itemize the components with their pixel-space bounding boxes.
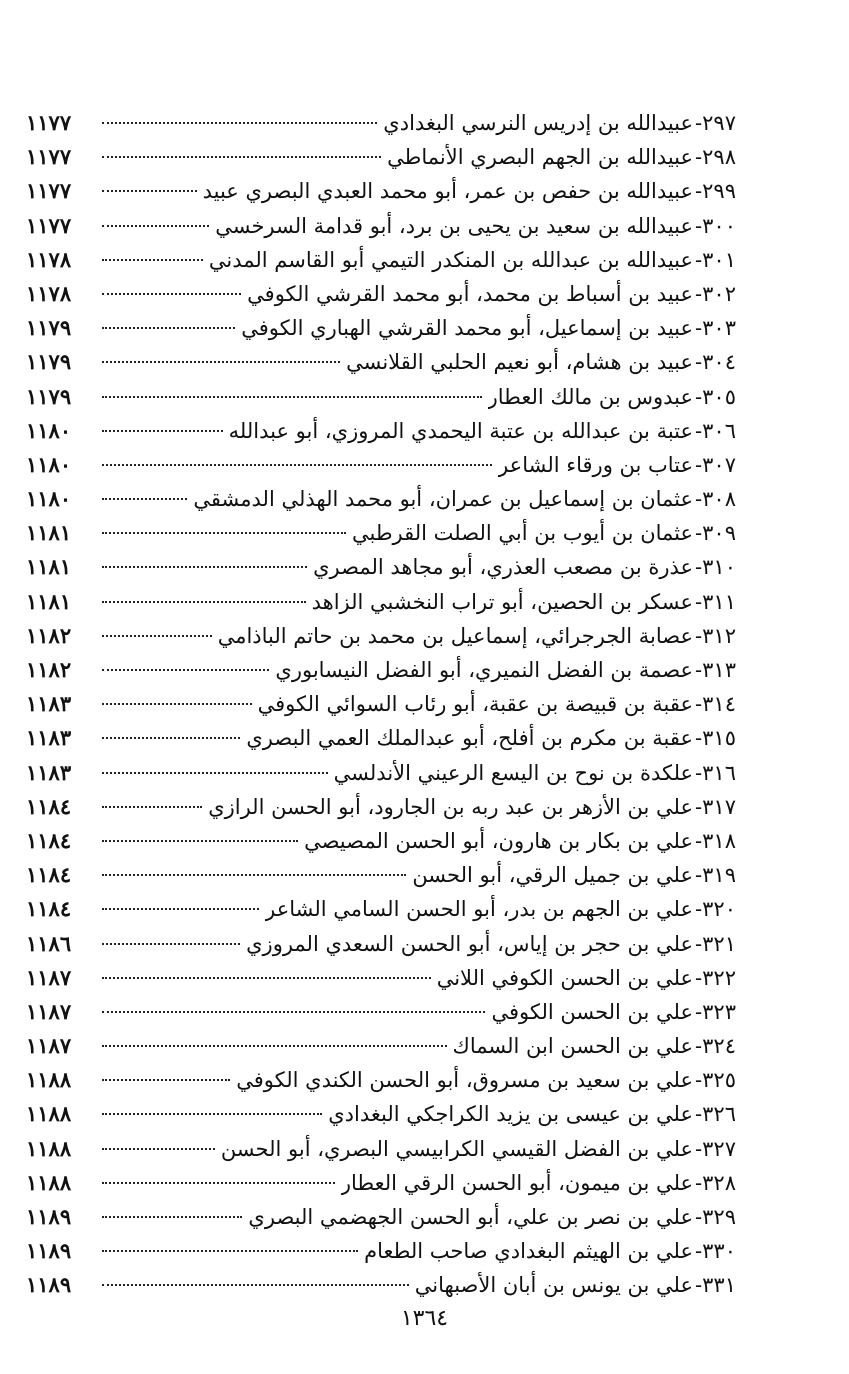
entry-page-number: ١١٨٧: [26, 1033, 72, 1059]
toc-entry: [26, 1029, 736, 1063]
entry-title: عبيد بن هشام، أبو نعيم الحلبي القلانسي: [346, 350, 694, 375]
entry-page-number: ١١٨٢: [26, 622, 72, 648]
entry-title: عتبة بن عبدالله بن عتبة اليحمدي المروزي، أبو عبدالله: [228, 418, 694, 443]
dot-leader: [102, 943, 240, 945]
entry-page-number: ١١٨٠: [26, 486, 72, 512]
entry-title: عبيد بن أسباط بن محمد، أبو محمد القرشي الكوفي: [247, 281, 694, 306]
toc-entry: [26, 1166, 736, 1200]
entry-page-number: ١١٨١: [26, 588, 72, 614]
dot-leader: [102, 669, 269, 671]
entry-page-number: ١١٨٧: [26, 964, 72, 990]
entry-number: ٣٢٨-: [695, 1170, 736, 1195]
entry-title: علي بن الحسن ابن السماك: [452, 1034, 694, 1059]
toc-entry: [26, 550, 736, 584]
entry-number: ٣١٠-: [695, 555, 736, 580]
toc-entry: [26, 756, 736, 790]
toc-entry: [26, 243, 736, 277]
toc-entry: [26, 174, 736, 208]
entry-title: عبيدالله بن عبدالله بن المنكدر التيمي أبو القاسم المدني: [208, 247, 694, 272]
dot-leader: [102, 601, 306, 603]
toc-entry: [26, 482, 736, 516]
entry-title: عصابة الجرجرائي، إسماعيل بن محمد بن حاتم الباذامي: [217, 623, 694, 648]
dot-leader: [102, 806, 202, 808]
entry-number: ٣٣١-: [695, 1273, 736, 1298]
dot-leader: [102, 874, 406, 876]
entry-number: ٣١٧-: [695, 794, 736, 819]
toc-entry: [26, 961, 736, 995]
entry-number: ٣٢٥-: [695, 1068, 736, 1093]
entry-page-number: ١١٨٩: [26, 1272, 72, 1298]
dot-leader: [102, 635, 212, 637]
entry-page-number: ١١٧٧: [26, 110, 72, 135]
dot-leader: [102, 1284, 409, 1286]
entry-number: ٣٢٦-: [695, 1102, 736, 1127]
entry-page-number: ١١٨٤: [26, 862, 72, 888]
dot-leader: [102, 498, 187, 500]
entry-title: عبيدالله بن إدريس النرسي البغدادي: [383, 111, 694, 135]
toc-entry: [26, 140, 736, 174]
entry-page-number: ١١٧٩: [26, 383, 72, 409]
entry-page-number: ١١٨٤: [26, 793, 72, 819]
entry-title: عقبة بن مكرم بن أفلح، أبو عبدالملك العمي البصري: [246, 726, 694, 751]
toc-entry: [26, 345, 736, 379]
dot-leader: [102, 1011, 485, 1013]
toc-entry: [26, 1063, 736, 1097]
entry-number: ٣١٩-: [695, 863, 736, 888]
entry-number: ٣٠٦-: [695, 418, 736, 443]
toc-entry: [26, 277, 736, 311]
entry-page-number: ١١٨٨: [26, 1169, 72, 1195]
entry-title: علي بن الحسن الكوفي اللاني: [436, 965, 694, 990]
entry-title: علي بن الجهم بن بدر، أبو الحسن السامي الشاعر: [265, 897, 694, 922]
toc-entry: [26, 1268, 736, 1302]
entry-title: عتاب بن ورقاء الشاعر: [498, 452, 694, 477]
dot-leader: [102, 259, 203, 261]
dot-leader: [102, 464, 492, 466]
toc-entry: [26, 892, 736, 926]
entry-number: ٣٢٩-: [695, 1205, 736, 1229]
toc-entry: [26, 209, 736, 243]
entry-number: ٣٠٩-: [695, 521, 736, 546]
toc-entry: [26, 516, 736, 550]
entry-page-number: ١١٨١: [26, 554, 72, 580]
entry-page-number: ١١٨٣: [26, 691, 72, 717]
toc-entry: [26, 619, 736, 653]
dot-leader: [102, 703, 252, 705]
dot-leader: [102, 327, 235, 329]
entry-number: ٣٠٥-: [695, 384, 736, 409]
entry-page-number: ١١٨٩: [26, 1204, 72, 1229]
entry-page-number: ١١٨٤: [26, 896, 72, 922]
entry-title: علي بن الفضل القيسي الكرابيسي البصري، أبو الحسن: [220, 1136, 694, 1161]
entry-number: ٣١١-: [695, 589, 736, 614]
entry-page-number: ١١٧٧: [26, 212, 72, 238]
entry-number: ٢٩٧-: [695, 111, 736, 135]
toc-entry: [26, 824, 736, 858]
toc-entry: [26, 1234, 736, 1268]
entry-title: عثمان بن أيوب بن أبي الصلت القرطبي: [352, 521, 694, 546]
entry-page-number: ١١٨٢: [26, 657, 72, 682]
dot-leader: [102, 190, 197, 192]
entry-page-number: ١١٧٩: [26, 315, 72, 341]
dot-leader: [102, 1045, 447, 1047]
entry-page-number: ١١٨٦: [26, 930, 72, 956]
table-of-contents: [26, 106, 736, 1303]
dot-leader: [102, 1079, 230, 1081]
entry-page-number: ١١٨٣: [26, 759, 72, 785]
entry-number: ٣٢٢-: [695, 965, 736, 990]
entry-title: عبيدالله بن حفص بن عمر، أبو محمد العبدي البصري عبيد: [202, 179, 694, 204]
entry-page-number: ١١٧٩: [26, 349, 72, 375]
entry-number: ٣٠٧-: [695, 452, 736, 477]
dot-leader: [102, 772, 328, 774]
dot-leader: [102, 1148, 215, 1150]
toc-entry: [26, 858, 736, 892]
entry-number: ٣١٤-: [695, 692, 736, 717]
entry-title: علي بن حجر بن إياس، أبو الحسن السعدي المروزي: [246, 931, 694, 956]
entry-number: ٣١٥-: [695, 726, 736, 751]
toc-entry: [26, 653, 736, 687]
entry-title: عبيدالله بن سعيد بن يحيى بن برد، أبو قدامة السرخسي: [215, 213, 694, 238]
entry-title: علي بن الحسن الكوفي: [491, 999, 694, 1024]
entry-page-number: ١١٨٨: [26, 1135, 72, 1161]
entry-page-number: ١١٨٤: [26, 827, 72, 853]
entry-title: علي بن ميمون، أبو الحسن الرقي العطار: [340, 1170, 694, 1195]
toc-entry: [26, 721, 736, 755]
entry-title: علي بن الأزهر بن عبد ربه بن الجارود، أبو الحسن الرازي: [208, 794, 694, 819]
entry-number: ٢٩٨-: [695, 145, 736, 170]
dot-leader: [102, 908, 259, 910]
entry-title: علي بن عيسى بن يزيد الكراجكي البغدادي: [328, 1102, 694, 1127]
entry-title: عذرة بن مصعب العذري، أبو مجاهد المصري: [313, 555, 694, 580]
dot-leader: [102, 225, 209, 227]
entry-page-number: ١١٨٣: [26, 725, 72, 751]
entry-title: علي بن يونس بن أبان الأصبهاني: [414, 1273, 694, 1298]
entry-page-number: ١١٧٨: [26, 246, 72, 272]
dot-leader: [102, 361, 340, 363]
dot-leader: [102, 1182, 335, 1184]
toc-entry: [26, 1132, 736, 1166]
toc-entry: [26, 380, 736, 414]
toc-entry: [26, 1200, 736, 1234]
entry-page-number: ١١٨٩: [26, 1238, 72, 1264]
entry-page-number: ١١٨٠: [26, 451, 72, 477]
entry-title: عسكر بن الحصين، أبو تراب النخشبي الزاهد: [311, 589, 694, 614]
entry-title: عبيد بن إسماعيل، أبو محمد القرشي الهباري الكوفي: [241, 316, 694, 341]
entry-number: ٣٠٨-: [695, 487, 736, 512]
toc-entry: [26, 687, 736, 721]
entry-page-number: ١١٧٨: [26, 280, 72, 306]
dot-leader: [102, 430, 223, 432]
dot-leader: [102, 1216, 242, 1218]
dot-leader: [102, 1250, 358, 1252]
entry-number: ٣٢٧-: [695, 1136, 736, 1161]
entry-title: علي بن نصر بن علي، أبو الحسن الجهضمي البصري: [248, 1205, 694, 1229]
entry-title: عبيدالله بن الجهم البصري الأنماطي: [387, 145, 694, 170]
entry-number: ٣٢٤-: [695, 1034, 736, 1059]
entry-title: علكدة بن نوح بن اليسع الرعيني الأندلسي: [333, 760, 694, 785]
toc-entry: [26, 106, 736, 140]
dot-leader: [102, 293, 241, 295]
entry-number: ٣١٢-: [695, 623, 736, 648]
dot-leader: [102, 737, 240, 739]
toc-entry: [26, 448, 736, 482]
entry-number: ٣٠٠-: [695, 213, 736, 238]
toc-entry: [26, 995, 736, 1029]
entry-title: علي بن سعيد بن مسروق، أبو الحسن الكندي الكوفي: [236, 1068, 694, 1093]
entry-title: علي بن الهيثم البغدادي صاحب الطعام: [364, 1239, 694, 1264]
entry-page-number: ١١٨١: [26, 520, 72, 546]
entry-number: ٣١٦-: [695, 760, 736, 785]
dot-leader: [102, 156, 381, 158]
entry-page-number: ١١٧٧: [26, 144, 72, 170]
entry-title: علي بن بكار بن هارون، أبو الحسن المصيصي: [304, 828, 694, 853]
dot-leader: [102, 1113, 322, 1115]
entry-title: عثمان بن إسماعيل بن عمران، أبو محمد الهذلي الدمشقي: [193, 487, 694, 512]
entry-page-number: ١١٧٧: [26, 178, 72, 204]
toc-entry: [26, 1097, 736, 1131]
entry-number: ٣٣٠-: [695, 1239, 736, 1264]
toc-entry: [26, 927, 736, 961]
dot-leader: [102, 396, 482, 398]
entry-page-number: ١١٨٧: [26, 998, 72, 1024]
entry-page-number: ١١٨٨: [26, 1101, 72, 1127]
entry-number: ٣٢١-: [695, 931, 736, 956]
entry-number: ٣١٨-: [695, 828, 736, 853]
entry-number: ٣٠٣-: [695, 316, 736, 341]
toc-entry: [26, 414, 736, 448]
entry-number: ٣٠٢-: [695, 281, 736, 306]
toc-entry: [26, 311, 736, 345]
entry-title: علي بن جميل الرقي، أبو الحسن: [412, 863, 694, 888]
entry-number: ٣٢٠-: [695, 897, 736, 922]
entry-number: ٣١٣-: [695, 658, 736, 682]
toc-entry: [26, 585, 736, 619]
entry-title: عبدوس بن مالك العطار: [487, 384, 694, 409]
entry-number: ٣٢٣-: [695, 999, 736, 1024]
entry-number: ٣٠١-: [695, 247, 736, 272]
entry-number: ٣٠٤-: [695, 350, 736, 375]
entry-page-number: ١١٨٨: [26, 1067, 72, 1093]
dot-leader: [102, 566, 307, 568]
entry-number: ٢٩٩-: [695, 179, 736, 204]
dot-leader: [102, 977, 431, 979]
dot-leader: [102, 840, 298, 842]
dot-leader: [102, 532, 346, 534]
dot-leader: [102, 122, 377, 124]
toc-entry: [26, 790, 736, 824]
entry-title: عقبة بن قبيصة بن عقبة، أبو رئاب السوائي الكوفي: [257, 692, 694, 717]
entry-title: عصمة بن الفضل النميري، أبو الفضل النيسابوري: [275, 658, 694, 682]
entry-page-number: ١١٨٠: [26, 417, 72, 443]
page-number: ١٣٦٤: [400, 1306, 449, 1331]
